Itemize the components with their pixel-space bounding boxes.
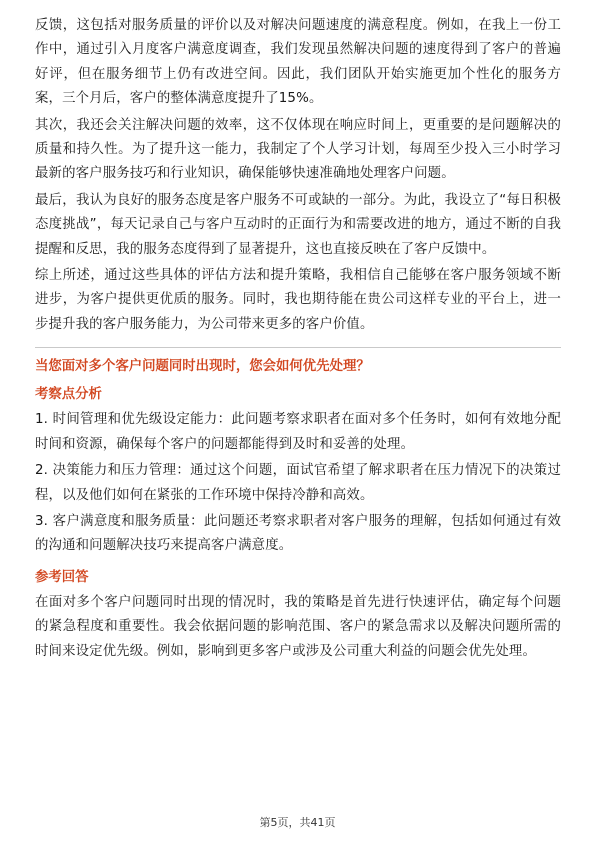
analysis-item-time-management: 1. 时间管理和优先级设定能力：此问题考察求职者在面对多个任务时，如何有效地分配时间和资源，确保每个客户的问题都能得到及时和妥善的处理。 bbox=[35, 412, 561, 452]
reference-answer-heading: 参考回答 bbox=[35, 569, 89, 585]
body-paragraph-summary: 综上所述，通过这些具体的评估方法和提升策略，我相信自己能够在客户服务领域不断进步，为客户提供更优质的服务。同时，我也期待能在贵公司这样专业的平台上，进一步提升我的客户服务能力，为公司带来更多的客户价值。 bbox=[35, 268, 561, 332]
body-paragraph-feedback: 反馈，这包括对服务质量的评价以及对解决问题速度的满意程度。例如，在我上一份工作中，通过引入月度客户满意度调查，我们发现虽然解决问题的速度得到了客户的普遍好评，但在服务细节上仍有改进空间。因此，我们团队开始实施更加个性化的服务方案，三个月后，客户的整体满意度提升了15%。 bbox=[35, 18, 561, 107]
analysis-item-decision-making: 2. 决策能力和压力管理：通过这个问题，面试官希望了解求职者在压力情况下的决策过程，以及他们如何在紧张的工作环境中保持冷静和高效。 bbox=[35, 463, 561, 503]
body-paragraph-attitude: 最后，我认为良好的服务态度是客户服务不可或缺的一部分。为此，我设立了“每日积极态度挑战”，每天记录自己与客户互动时的正面行为和需要改进的地方，通过不断的自我提醒和反思，我的服务态度得到了显著提升，这也直接反映在了客户反馈中。 bbox=[35, 192, 561, 257]
section-divider bbox=[35, 347, 561, 348]
body-paragraph-efficiency: 其次，我还会关注解决问题的效率，这不仅体现在响应时间上，更重要的是问题解决的质量和持久性。为了提升这一能力，我制定了个人学习计划，每周至少投入三小时学习最新的客户服务技巧和行业知识，确保能够快速准确地处理客户问题。 bbox=[35, 117, 561, 182]
analysis-item-customer-satisfaction: 3. 客户满意度和服务质量：此问题还考察求职者对客户服务的理解，包括如何通过有效的沟通和问题解决技巧来提高客户满意度。 bbox=[35, 513, 561, 554]
page-number-footer: 第5页，共41页 bbox=[259, 816, 336, 829]
interview-question: 当您面对多个客户问题同时出现时，您会如何优先处理？ bbox=[35, 359, 370, 375]
document-page bbox=[35, 14, 561, 664]
analysis-heading: 考察点分析 bbox=[35, 387, 102, 403]
reference-answer-paragraph: 在面对多个客户问题同时出现的情况时，我的策略是首先进行快速评估，确定每个问题的紧急程度和重要性。我会依据问题的影响范围、客户的紧急需求以及解决问题所需的时间来设定优先级。例如，影响到更多客户或涉及公司重大利益的问题会优先处理。 bbox=[35, 594, 561, 659]
